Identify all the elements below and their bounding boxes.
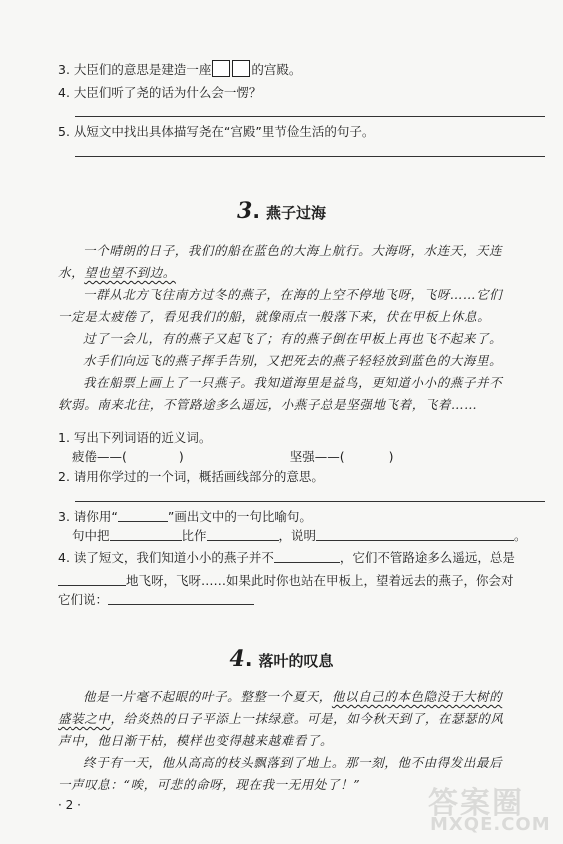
paren: ) (388, 449, 394, 464)
text: 定是太疲倦了，看见我们的船，就像雨点一般落下来，伏在甲板上休息。 (71, 309, 491, 324)
sec3-question-4-end (58, 592, 254, 608)
text: 过了一会儿，有的燕子又起飞了；有的燕子倒在甲板上再也飞不起来了。 (83, 331, 503, 346)
simile-blank-1[interactable] (110, 528, 182, 541)
symbol-blank[interactable] (118, 509, 168, 522)
text: 地飞呀，飞呀……如果此时你也站在甲板上，望着远去的燕子，你会对 (126, 573, 514, 588)
fill-blank-3[interactable] (108, 592, 254, 605)
watermark-url: MXQE.COM (430, 814, 551, 835)
paragraph (58, 328, 504, 350)
page-number: · 2 · (58, 798, 81, 812)
sec3-question-1: 1. 写出下列词语的近义词。 (58, 430, 212, 445)
sec3-question-4 (58, 550, 515, 566)
sec3-question-2: 2. 请用你学过的一个词，概括画线部分的意思。 (58, 469, 324, 484)
answer-box[interactable] (232, 60, 250, 77)
synonym-prompt-2: 坚强——( (289, 449, 345, 464)
answer-box[interactable] (212, 60, 230, 77)
text: 弱。南来北往，不管路途多么遥远，小燕子总是坚强地飞着，飞着…… (71, 397, 478, 412)
sec3-question-4-cont (58, 573, 514, 589)
simile-blank-3[interactable] (316, 528, 514, 541)
text: 句中把 (72, 528, 110, 543)
question-text: 的宫殿。 (251, 62, 302, 77)
top-question-4: 4. 大臣们听了尧的话为什么会一愣？ (58, 85, 262, 100)
underlined-text: 他以自己的本色隐没于大树的盛 (58, 689, 503, 726)
text: 他日渐干枯，模样也变得越来越难看了。 (97, 733, 334, 748)
paragraph (58, 240, 504, 284)
synonym-blank-2[interactable] (345, 450, 389, 462)
watermark-logo (428, 778, 551, 838)
title-dot: . (252, 199, 260, 223)
section-title-text: 燕子过海 (265, 204, 326, 222)
section-number: 3 (237, 198, 253, 224)
text: 一群从北方飞往南方过冬的燕子，在海的上空不停地飞呀，飞呀……它们一 (58, 287, 503, 324)
text: 它们说： (58, 592, 109, 607)
text: 比作 (181, 528, 207, 543)
text: 我在船票上画上了一只燕子。我知道海里是益鸟，更知道小小的燕子并不软 (58, 375, 503, 412)
text: 他是一片毫不起眼的叶子。整整一个夏天， (83, 689, 332, 704)
paragraph (58, 372, 504, 416)
simile-blank-2[interactable] (207, 528, 279, 541)
answer-line[interactable] (75, 116, 545, 117)
paragraph (58, 686, 504, 752)
top-question-5: 5. 从短文中找出具体描写尧在“宫殿”里节俭生活的句子。 (58, 124, 375, 139)
text: ，它们不管路途多么遥远，总是 (339, 550, 515, 565)
text: 。 (514, 528, 527, 543)
paragraph (58, 350, 504, 372)
watermark-text: 答案圈 (428, 786, 524, 821)
simile-row (72, 528, 527, 544)
synonym-blank-1[interactable] (127, 450, 179, 462)
text: 声叹息：“唉，可悲的命呀，现在我一无用处了！” (71, 777, 361, 792)
passage-swallows (58, 240, 504, 416)
paren: ) (178, 449, 184, 464)
top-question-3 (58, 60, 301, 78)
section-title-text: 落叶的叹息 (258, 652, 334, 670)
question-text: 3. 大臣们的意思是建造一座 (58, 62, 212, 77)
paragraph (58, 284, 504, 328)
fill-blank-1[interactable] (274, 550, 340, 563)
text: 一个晴朗的日子，我们的船在蓝色的大海上航行。大海呀，水连天，天连水， (58, 243, 503, 280)
text: ，说明 (278, 528, 317, 543)
text: ，给炎热的日子平添上一抹绿意。可是，如今秋天到了，在瑟瑟的风声中， (58, 711, 504, 748)
text: 4. 读了短文，我们知道小小的燕子并不 (58, 550, 274, 565)
text: ”画出文中的一句比喻句。 (167, 509, 312, 524)
fill-blank-2[interactable] (58, 573, 126, 586)
text: 3. 请你用“ (58, 509, 118, 524)
sec3-question-3 (58, 509, 312, 525)
answer-line[interactable] (75, 156, 545, 157)
underlined-text: 装之中 (71, 711, 111, 726)
text: 终于有一天，他从高高的枝头飘落到了地上。那一刻，他不由得发出最后一 (58, 755, 503, 792)
section-4-title (0, 646, 563, 672)
section-number: 4 (229, 646, 245, 672)
synonym-prompt-1: 疲倦——( (72, 449, 127, 464)
title-dot: . (244, 647, 253, 671)
answer-line[interactable] (75, 501, 545, 502)
synonym-row (72, 449, 394, 465)
section-3-title (0, 198, 563, 224)
underlined-text: 望也望不到边。 (84, 265, 176, 280)
text: 水手们向远飞的燕子挥手告别，又把死去的燕子轻轻放到蓝色的大海里。 (83, 353, 503, 368)
